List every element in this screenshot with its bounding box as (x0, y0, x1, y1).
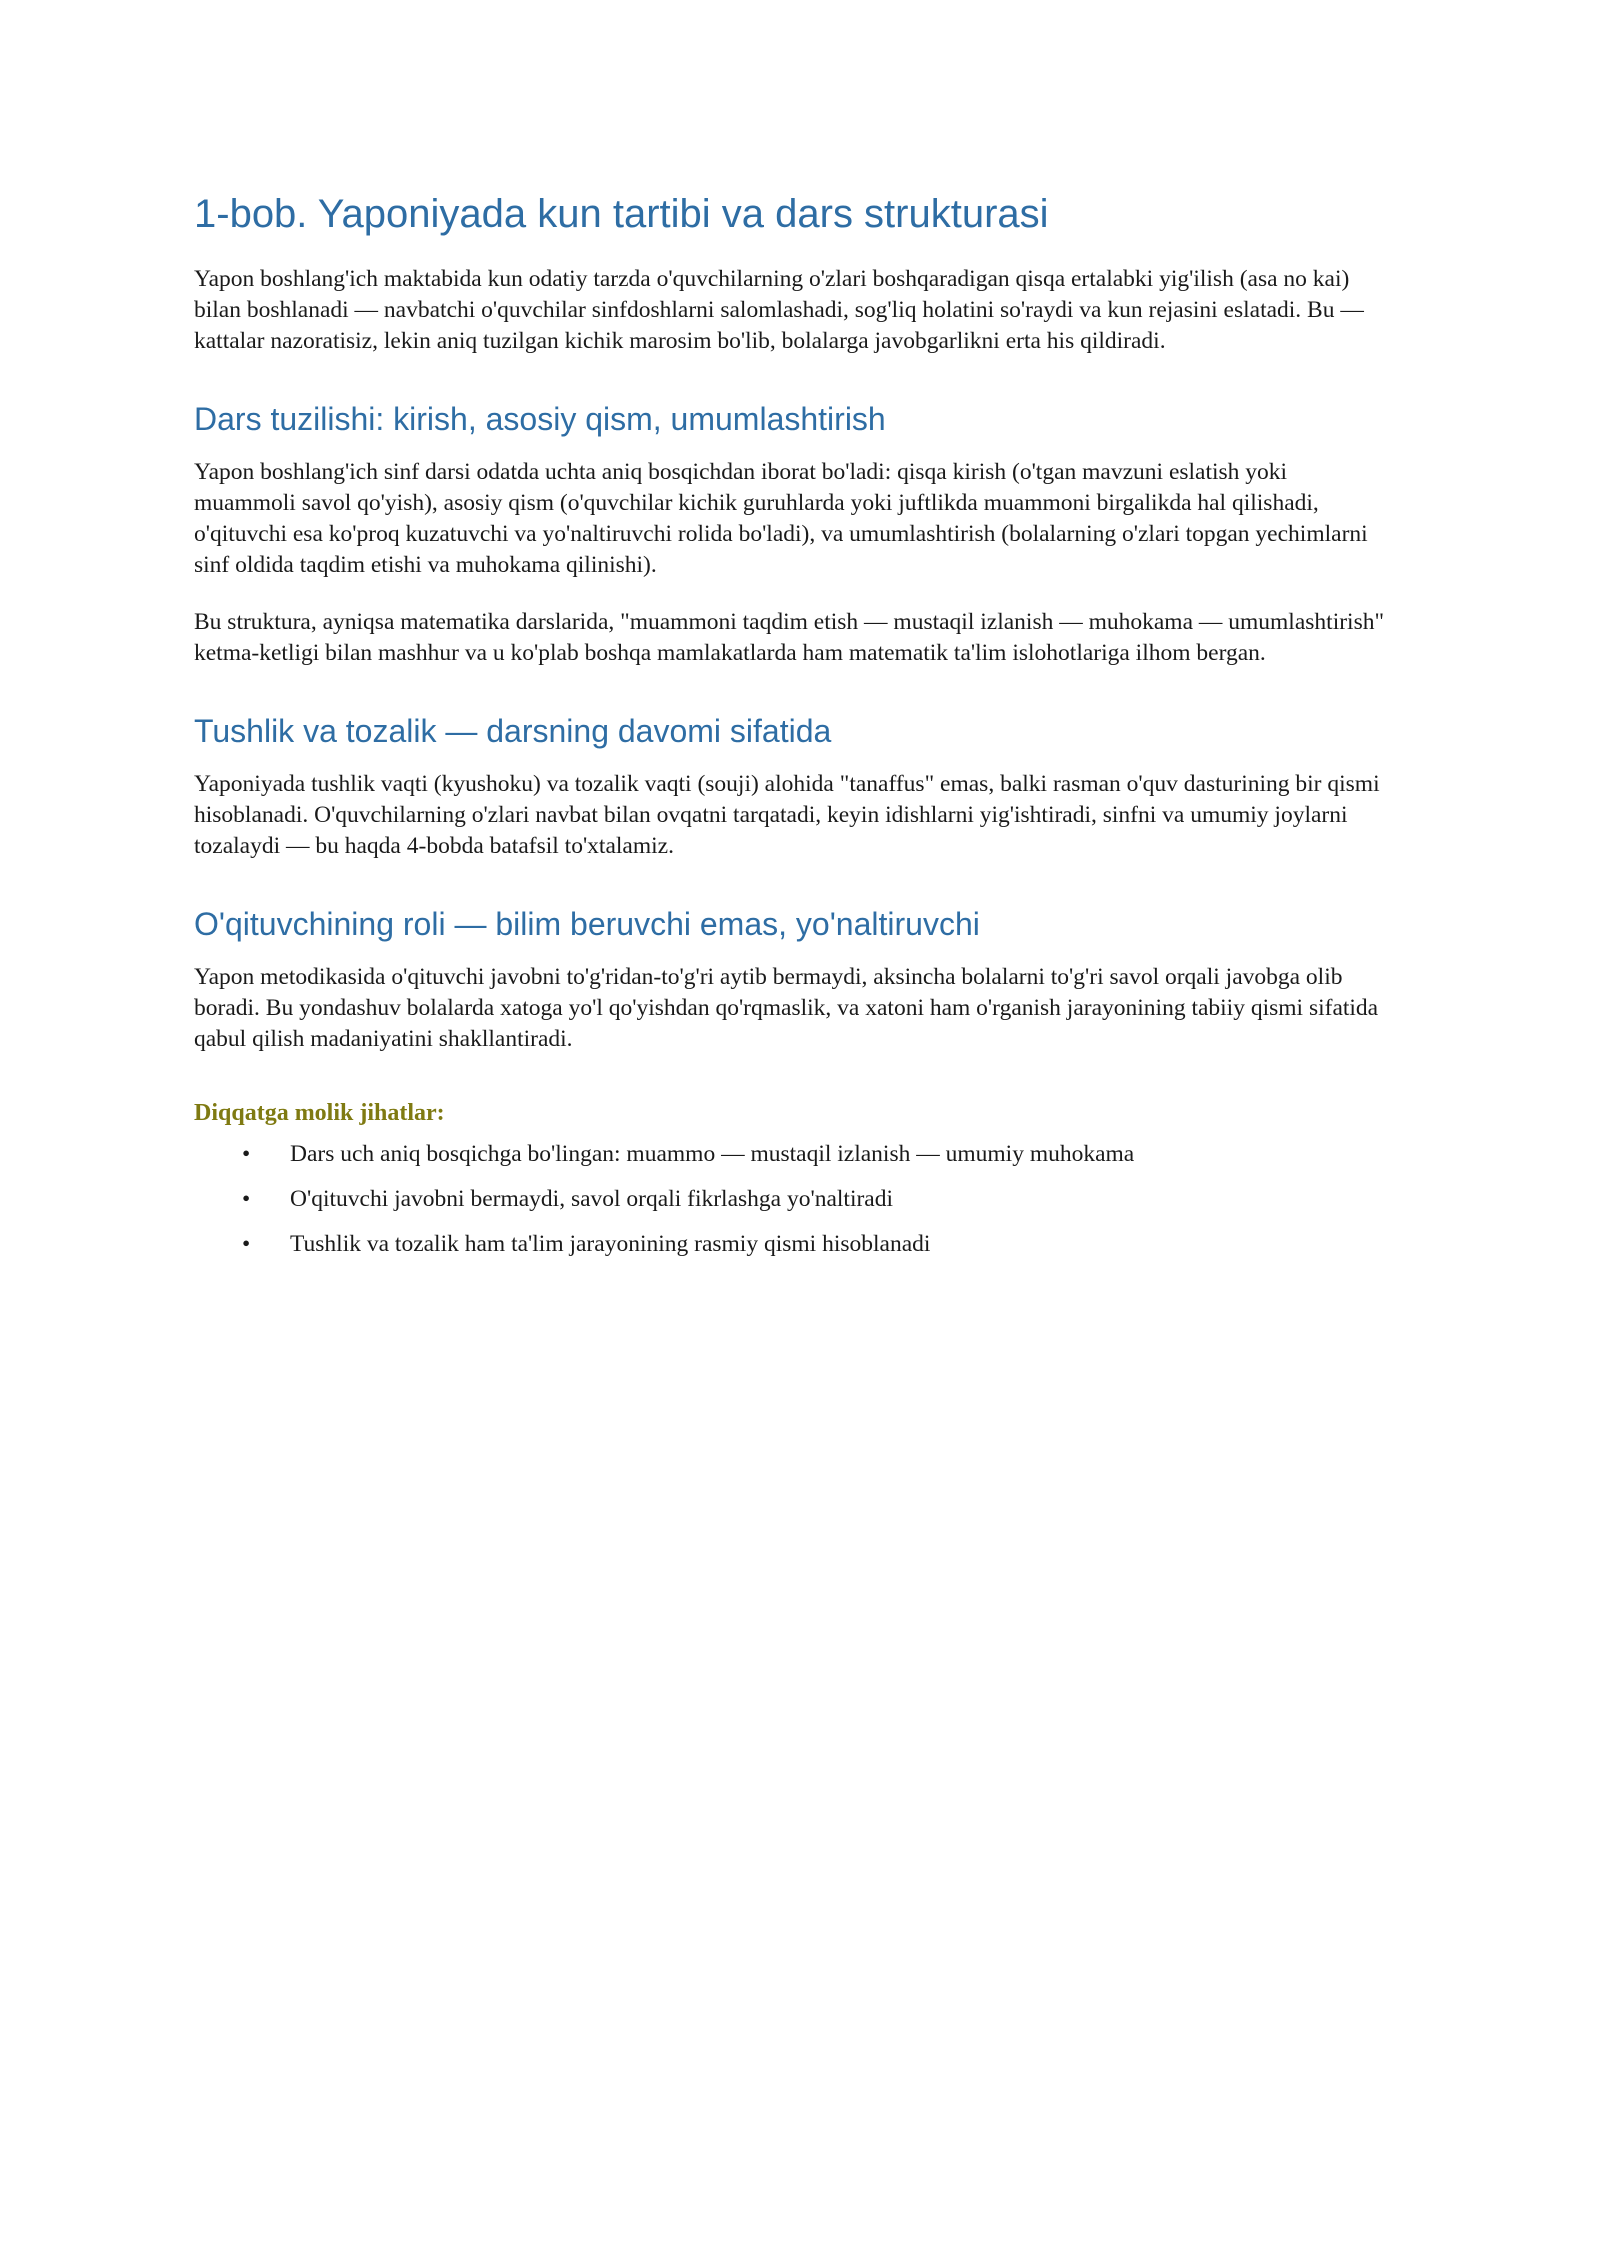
list-item (194, 1139, 1394, 1170)
bullet-icon: • (242, 1231, 251, 1257)
section-paragraph: Bu struktura, ayniqsa matematika darslarida, "muammoni taqdim etish — mustaqil izlanish — muhokama — umumlashtirish" ketma-ketligi bilan mashhur va u ko'plab boshqa mamlakatlarda ham matematik ta'lim islohotlariga ilhom bergan. (194, 609, 1385, 666)
section-heading-lunch-cleaning: Tushlik va tozalik — darsning davomi sifatida (194, 713, 832, 749)
section-paragraph: Yaponiyada tushlik vaqti (kyushoku) va tozalik vaqti (souji) alohida "tanaffus" emas, balki rasman o'quv dasturining bir qismi hisoblanadi. O'quvchilarning o'zlari navbat bilan ovqatni tarqatadi, keyin idishlarni yig'ishtiradi, sinfni va umumiy joylarni tozalaydi — bu haqda 4-bobda batafsil to'xtalamiz. (194, 771, 1380, 859)
bullet-icon: • (242, 1186, 251, 1212)
chapter-title: 1-bob. Yaponiyada kun tartibi va dars strukturasi (194, 192, 1049, 236)
section-heading-teacher-role: O'qituvchining roli — bilim beruvchi emas, yo'naltiruvchi (194, 906, 980, 942)
section-heading-lesson-structure: Dars tuzilishi: kirish, asosiy qism, umumlashtirish (194, 401, 886, 437)
list-item-text: O'qituvchi javobni bermaydi, savol orqali fikrlashga yo'naltiradi (290, 1186, 894, 1212)
list-item (194, 1229, 1394, 1260)
section-paragraph: Yapon boshlang'ich sinf darsi odatda uchta aniq bosqichdan iborat bo'ladi: qisqa kirish (o'tgan mavzuni eslatish yoki muammoli savol qo'yish), asosiy qism (o'quvchilar kichik guruhlarda yoki juftlikda muammoni birgalikda hal qilishadi, o'qituvchi esa ko'proq kuzatuvchi va yo'naltiruvchi rolida bo'ladi), va umumlashtirish (bolalarning o'zlari topgan yechimlarni sinf oldida taqdim etishi va muhokama qilinishi). (194, 459, 1368, 578)
document-page (194, 190, 1394, 1274)
highlights-title: Diqqatga molik jihatlar: (194, 1100, 445, 1126)
list-item-text: Dars uch aniq bosqichga bo'lingan: muammo — mustaqil izlanish — umumiy muhokama (290, 1141, 1135, 1167)
list-item (194, 1184, 1394, 1215)
highlights-list (194, 1139, 1394, 1260)
intro-paragraph: Yapon boshlang'ich maktabida kun odatiy tarzda o'quvchilarning o'zlari boshqaradigan qisqa ertalabki yig'ilish (asa no kai) bilan boshlanadi — navbatchi o'quvchilar sinfdoshlarni salomlashadi, sog'liq holatini so'raydi va kun rejasini eslatadi. Bu — kattalar nazoratisiz, lekin aniq tuzilgan kichik marosim bo'lib, bolalarga javobgarlikni erta his qildiradi. (194, 266, 1364, 354)
list-item-text: Tushlik va tozalik ham ta'lim jarayonining rasmiy qismi hisoblanadi (290, 1231, 931, 1257)
section-paragraph: Yapon metodikasida o'qituvchi javobni to'g'ridan-to'g'ri aytib bermaydi, aksincha bolalarni to'g'ri savol orqali javobga olib boradi. Bu yondashuv bolalarda xatoga yo'l qo'yishdan qo'rqmaslik, va xatoni ham o'rganish jarayonining tabiiy qismi sifatida qabul qilish madaniyatini shakllantiradi. (194, 964, 1379, 1052)
bullet-icon: • (242, 1141, 251, 1167)
